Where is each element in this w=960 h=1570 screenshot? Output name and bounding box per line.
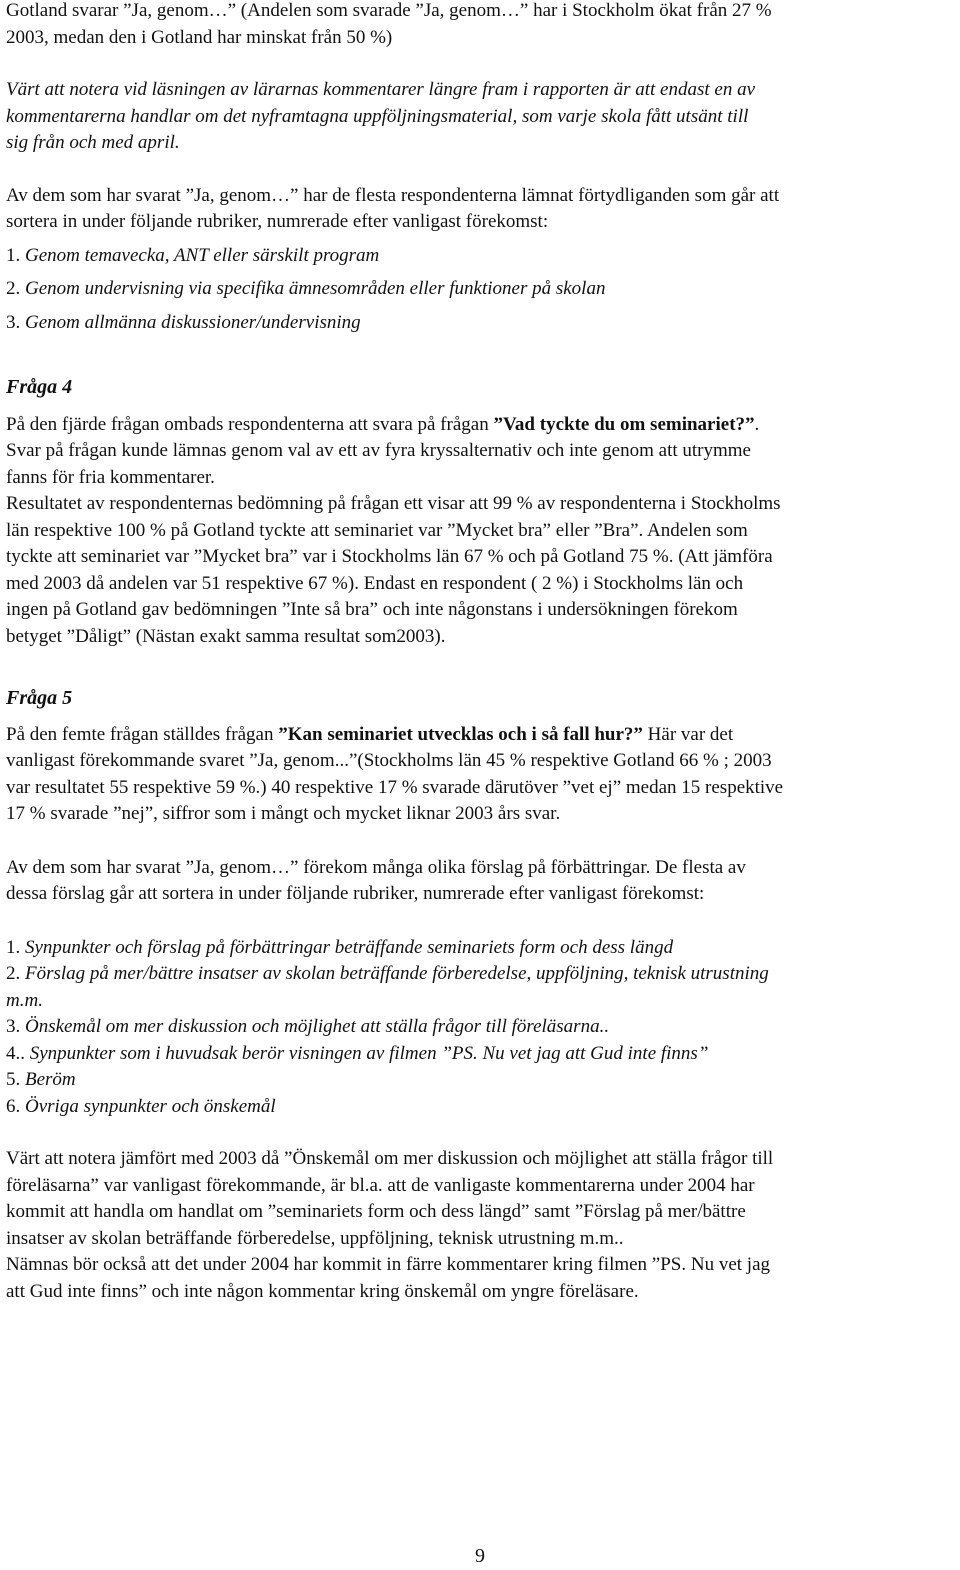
paragraph-question-5: På den femte frågan ställdes frågan ”Kan seminariet utvecklas och i så fall hur?” Här var det vanligast förekommande svaret ”Ja, genom...”(Stockholms län 45 % respektive Gotland 66 % ; 2003 var resultatet 55 respektive 59 %.) 40 respektive 17 % svarade därutöver ”vet ej” medan 15 respektive 17 % svarade ”nej”, siffror som i mångt och mycket liknar 2003 års svar. bbox=[6, 723, 784, 824]
document-page bbox=[6, 0, 954, 1305]
list-item: 4.. Synpunkter som i huvudsak berör visningen av filmen ”PS. Nu vet jag att Gud inte finns” bbox=[6, 1042, 709, 1064]
list-item: 6. Övriga synpunkter och önskemål bbox=[6, 1095, 276, 1117]
list-item: 2. Genom undervisning via specifika ämnesområden eller funktioner på skolan bbox=[6, 278, 606, 299]
paragraph-note-italic: Värt att notera vid läsningen av lärarnas kommentarer längre fram i rapporten är att endast en av kommentarerna handlar om det nyframtagna uppföljningsmaterial, som varje skola fått utsänt till sig från och med april. bbox=[6, 79, 756, 153]
page-number: 9 bbox=[475, 1545, 485, 1567]
paragraph-comparison: Värt att notera jämfört med 2003 då ”Önskemål om mer diskussion och möjlighet att ställa frågor till föreläsarna” var vanligast förekommande, är bl.a. att de vanligaste kommentarerna under 2004 har kommit att handla om handlat om ”seminariets form och dess längd” samt ”Förslag på mer/bättre insatser av skolan beträffande förberedelse, uppföljning, teknisk utrustning m.m.. Nämnas bör också att det under 2004 har kommit in färre kommentarer kring filmen ”PS. Nu vet jag att Gud inte finns” och inte någon kommentar kring önskemål om yngre föreläsare. bbox=[6, 1148, 774, 1302]
heading-question-5: Fråga 5 bbox=[6, 687, 73, 709]
list-item: 3. Genom allmänna diskussioner/undervisning bbox=[6, 311, 361, 333]
list-item: 3. Önskemål om mer diskussion och möjlighet att ställa frågor till föreläsarna.. bbox=[6, 1016, 610, 1037]
list-suggestions bbox=[6, 935, 954, 1121]
list-item: 1. Genom temavecka, ANT eller särskilt program bbox=[6, 244, 380, 266]
list-item: 5. Beröm bbox=[6, 1069, 76, 1090]
paragraph-gotland: Gotland svarar ”Ja, genom…” (Andelen som svarade ”Ja, genom…” har i Stockholm ökat från 27 % 2003, medan den i Gotland har minskat från 50 %) bbox=[6, 0, 772, 48]
list-ways bbox=[6, 243, 954, 337]
list-item: 1. Synpunkter och förslag på förbättringar beträffande seminariets form och dess längd bbox=[6, 936, 674, 958]
heading-question-4: Fråga 4 bbox=[6, 376, 73, 398]
list-item: 2. Förslag på mer/bättre insatser av skolan beträffande förberedelse, uppföljning, teknisk utrustning bbox=[6, 963, 769, 984]
list-item: m.m. bbox=[6, 989, 43, 1011]
paragraph-question-4: På den fjärde frågan ombads respondenterna att svara på frågan ”Vad tyckte du om seminariet?”. Svar på frågan kunde lämnas genom val av ett av fyra kryssalternativ och inte genom att utrymme fanns för fria kommentarer. Resultatet av respondenternas bedömning på frågan ett visar att 99 % av respondenterna i Stockholms län respektive 100 % på Gotland tyckte att seminariet var ”Mycket bra” eller ”Bra”. Andelen som tyckte att seminariet var ”Mycket bra” var i Stockholms län 67 % och på Gotland 75 %. (Att jämföra med 2003 då andelen var 51 respektive 67 %). Endast en respondent ( 2 %) i Stockholms län och ingen på Gotland gav bedömningen ”Inte så bra” och inte någonstans i undersökningen förekom betyget ”Dåligt” (Nästan exakt samma resultat som2003). bbox=[6, 413, 781, 647]
paragraph-suggestions: Av dem som har svarat ”Ja, genom…” förekom många olika förslag på förbättringar. De flesta av dessa förslag går att sortera in under följande rubriker, numrerade efter vanligast förekomst: bbox=[6, 856, 746, 904]
paragraph-responses: Av dem som har svarat ”Ja, genom…” har de flesta respondenterna lämnat förtydliganden som går att sortera in under följande rubriker, numrerade efter vanligast förekomst: bbox=[6, 184, 780, 232]
